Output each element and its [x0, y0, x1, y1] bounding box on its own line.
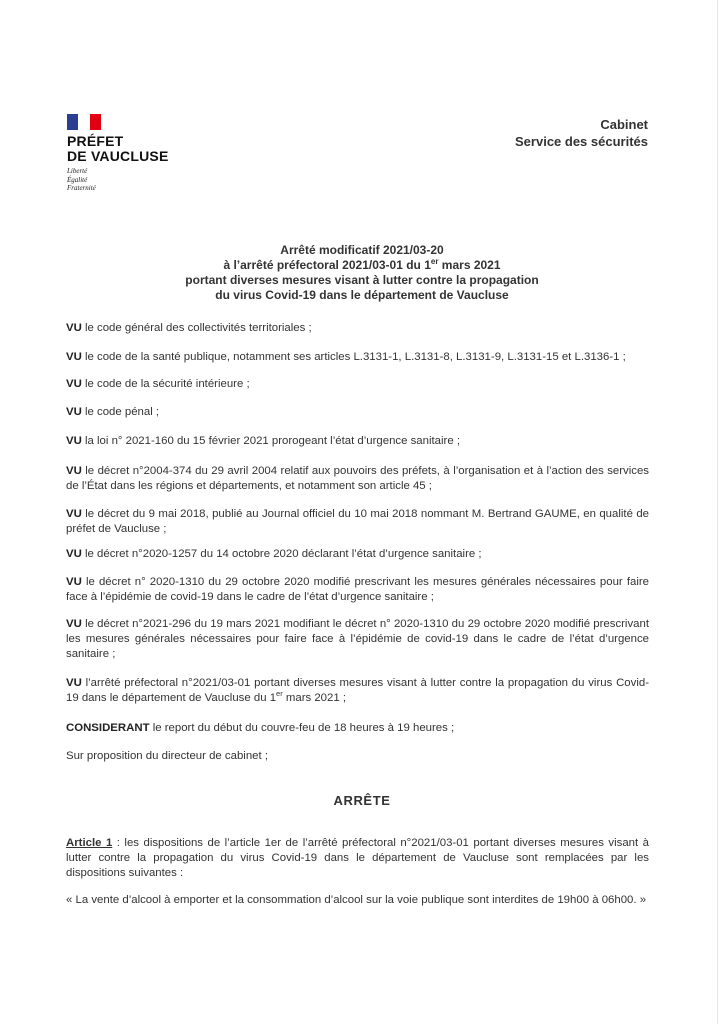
- article-1-label: Article 1: [66, 837, 113, 849]
- proposal-paragraph: Sur proposition du directeur de cabinet ;: [66, 750, 268, 762]
- consideration-paragraph: VU le code pénal ;: [66, 406, 160, 418]
- consideration-paragraph: VU le code général des collectivités territoriales ;: [66, 322, 312, 334]
- consideration-paragraph: VU le décret n° 2020-1310 du 29 octobre 2020 modifié prescrivant les mesures générales nécessaires pour faire face à l’épidémie de covid-19 dans le cadre de l’état d’urgence sanitaire ;: [66, 576, 649, 603]
- article-1-quote: « La vente d’alcool à emporter et la consommation d’alcool sur la voie publique sont interdites de 19h00 à 06h00. »: [66, 894, 647, 906]
- title-line4: du virus Covid-19 dans le département de Vaucluse: [215, 288, 509, 302]
- decree-heading: ARRÊTE: [333, 793, 391, 808]
- consideration-paragraph: VU le décret n°2020-1257 du 14 octobre 2020 déclarant l’état d’urgence sanitaire ;: [66, 548, 482, 560]
- logo-line2: DE VAUCLUSE: [67, 148, 169, 164]
- service-line1: Cabinet: [600, 117, 648, 132]
- article-1-paragraph: Article 1 : les dispositions de l’article 1er de l’arrêté préfectoral n°2021/03-01 portant diverses mesures visant à lutter contre la propagation du virus Covid-19 dans le département de Vaucluse sont remplacées par les dispositions suivantes :: [66, 837, 649, 879]
- motto-line: Égalité: [67, 175, 88, 184]
- service-line2: Service des sécurités: [515, 134, 648, 149]
- consideration-paragraph: VU le décret n°2004-374 du 29 avril 2004 relatif aux pouvoirs des préfets, à l’organisation et à l’action des services de l’État dans les régions et départements, et notamment son article 45 ;: [66, 465, 649, 492]
- consideration-paragraph: VU le décret n°2021-296 du 19 mars 2021 modifiant le décret n° 2020-1310 du 29 octobre 2020 modifié prescrivant les mesures générales nécessaires pour faire face à l’épidémie de covid-19 dans le cadre de l’état d’urgence sanitaire ;: [66, 618, 649, 660]
- consideration-paragraph: VU le code de la sécurité intérieure ;: [66, 378, 250, 390]
- consideration-paragraph: VU l’arrêté préfectoral n°2021/03-01 portant diverses mesures visant à lutter contre la propagation du virus Covid-19 dans le département de Vaucluse du 1er mars 2021 ;: [66, 677, 649, 704]
- marianne-flag-icon: [67, 114, 101, 130]
- scan-edge-line: [717, 0, 718, 1024]
- logo-line1: PRÉFET: [67, 133, 124, 149]
- consideration-paragraph: VU le décret du 9 mai 2018, publié au Journal officiel du 10 mai 2018 nommant M. Bertrand GAUME, en qualité de préfet de Vaucluse ;: [66, 508, 649, 535]
- title-line1: Arrêté modificatif 2021/03-20: [280, 243, 444, 257]
- issuing-service: [515, 116, 648, 150]
- prefecture-logo: [67, 114, 197, 193]
- consideration-paragraph: VU le code de la santé publique, notamment ses articles L.3131-1, L.3131-8, L.3131-9, L.3131-15 et L.3136-1 ;: [66, 351, 626, 363]
- republic-motto: [67, 167, 197, 193]
- motto-line: Fraternité: [67, 184, 96, 192]
- consideration-paragraph: CONSIDERANT le report du début du couvre-feu de 18 heures à 19 heures ;: [66, 722, 455, 734]
- title-line3: portant diverses mesures visant à lutter contre la propagation: [185, 273, 539, 287]
- decree-title: [60, 243, 664, 303]
- consideration-paragraph: VU la loi n° 2021-160 du 15 février 2021 prorogeant l’état d’urgence sanitaire ;: [66, 435, 460, 447]
- logo-title: [67, 134, 197, 164]
- title-line2: à l’arrêté préfectoral 2021/03-01 du 1er mars 2021: [223, 257, 501, 272]
- motto-line: Liberté: [67, 167, 88, 175]
